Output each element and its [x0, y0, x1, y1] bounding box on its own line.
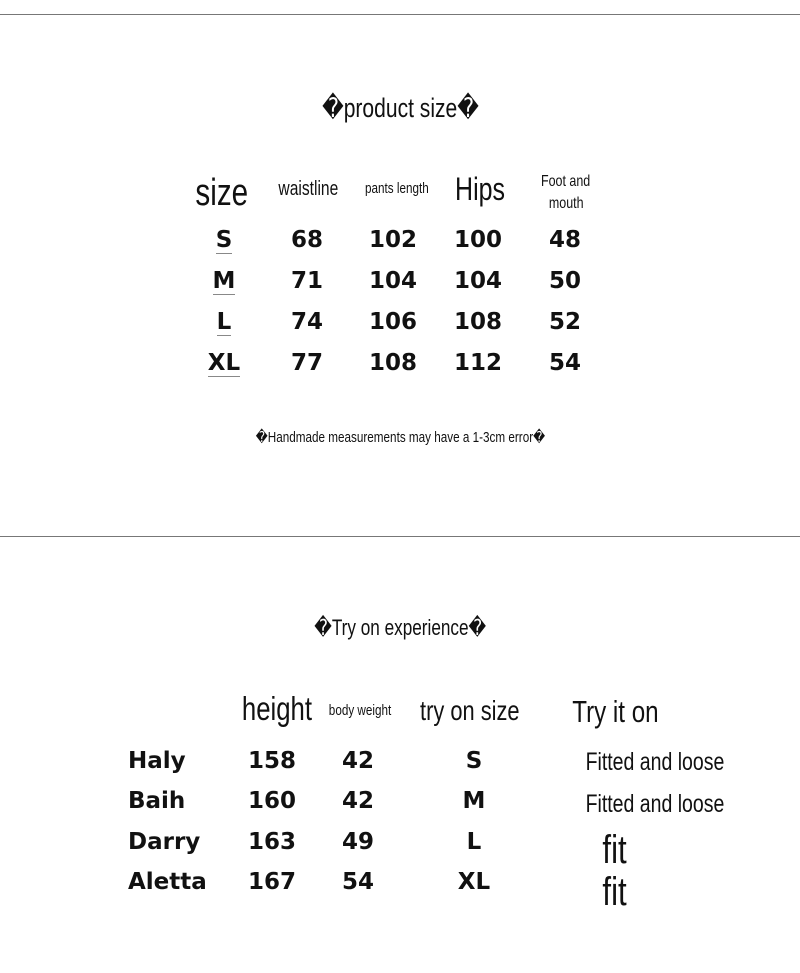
header-waistline: waistline — [278, 178, 338, 200]
measurement-note-wrap — [0, 428, 800, 447]
model-name: Haly — [128, 748, 186, 774]
product-size-title: �product size� — [321, 93, 479, 123]
hips-value: 104 — [453, 268, 502, 294]
weight-value: 42 — [341, 788, 374, 814]
header-try-on-size-wrap — [400, 695, 540, 727]
product-size-title-wrap — [0, 93, 800, 124]
tried-size-value: M — [462, 788, 486, 814]
header-foot-mouth-line1: Foot and — [541, 173, 591, 190]
size-label: XL — [207, 350, 241, 376]
pants-length-value: 102 — [368, 227, 417, 253]
pants-length-value: 108 — [368, 350, 417, 376]
tried-size-value: XL — [457, 869, 491, 895]
header-try-on-size: try on size — [420, 695, 520, 726]
foot-mouth-value: 54 — [548, 350, 581, 376]
header-hips-wrap — [430, 171, 530, 208]
header-pants-length: pants length — [365, 180, 429, 197]
header-body-weight-wrap — [310, 702, 410, 720]
model-name: Aletta — [128, 869, 207, 895]
hips-value: 100 — [453, 227, 502, 253]
foot-mouth-value: 52 — [548, 309, 581, 335]
hips-value: 108 — [453, 309, 502, 335]
top-divider — [0, 14, 800, 15]
size-label: M — [212, 268, 236, 294]
hips-value: 112 — [453, 350, 502, 376]
header-hips: Hips — [455, 171, 505, 207]
waistline-value: 77 — [290, 350, 323, 376]
pants-length-value: 104 — [368, 268, 417, 294]
header-body-weight: body weight — [328, 702, 392, 719]
weight-value: 54 — [341, 869, 374, 895]
height-value: 160 — [247, 788, 296, 814]
header-size: size — [195, 172, 249, 214]
header-size-wrap — [172, 172, 272, 215]
waistline-value: 74 — [290, 309, 323, 335]
header-height: height — [241, 690, 313, 727]
tried-size-value: S — [465, 748, 483, 774]
measurement-note: �Handmade measurements may have a 1-3cm error� — [255, 429, 545, 446]
waistline-value: 68 — [290, 227, 323, 253]
foot-mouth-value: 48 — [548, 227, 581, 253]
section-divider — [0, 536, 800, 537]
model-name: Baih — [128, 788, 186, 814]
fit-value: Fitted and loose — [585, 790, 725, 818]
height-value: 158 — [247, 748, 296, 774]
fit-value: Fitted and loose — [585, 748, 725, 776]
waistline-value: 71 — [290, 268, 323, 294]
fit-value: fit — [602, 828, 628, 872]
try-on-title-wrap — [0, 615, 800, 641]
weight-value: 42 — [341, 748, 374, 774]
weight-value: 49 — [341, 829, 374, 855]
fit-value: fit — [602, 870, 628, 914]
size-label: S — [215, 227, 233, 253]
height-value: 163 — [247, 829, 296, 855]
header-foot-mouth-wrap — [516, 171, 616, 215]
pants-length-value: 106 — [368, 309, 417, 335]
header-try-it-on: Try it on — [571, 694, 659, 729]
model-name: Darry — [128, 829, 201, 855]
try-on-title: �Try on experience� — [314, 615, 486, 640]
header-try-it-on-wrap — [550, 694, 680, 730]
foot-mouth-value: 50 — [548, 268, 581, 294]
height-value: 167 — [247, 869, 296, 895]
header-foot-mouth-line2: mouth — [548, 195, 584, 212]
size-label: L — [216, 309, 232, 335]
tried-size-value: L — [466, 829, 482, 855]
